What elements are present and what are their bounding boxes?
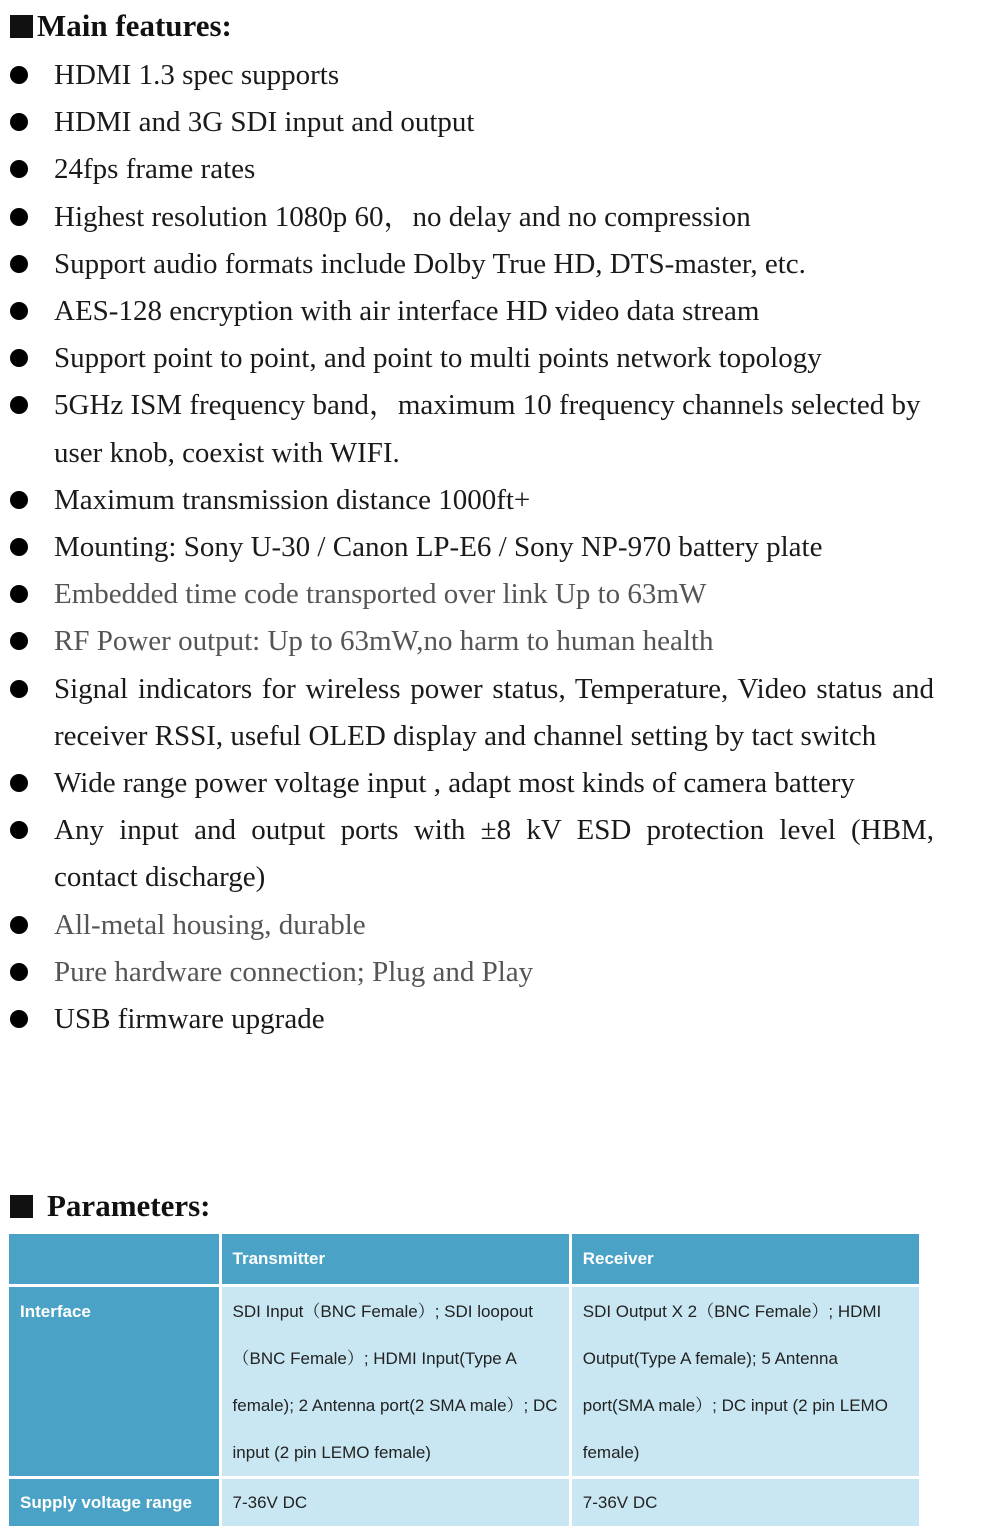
parameters-heading	[10, 1188, 211, 1224]
row-label-interface: Interface	[8, 1286, 221, 1478]
feature-text: Any input and output ports with ±8 kV ESD protection level (HBM, contact discharge)	[54, 814, 934, 894]
square-bullet-icon	[10, 1195, 33, 1218]
feature-item	[0, 52, 934, 99]
bullet-dot-icon	[10, 963, 28, 981]
feature-text: AES-128 encryption with air interface HD video data stream	[54, 295, 760, 328]
feature-item	[0, 146, 934, 193]
bullet-dot-icon	[10, 66, 28, 84]
bullet-dot-icon	[10, 632, 28, 650]
bullet-dot-icon	[10, 680, 28, 698]
feature-item	[0, 996, 934, 1043]
receiver-supply-cell: 7-36V DC	[570, 1478, 920, 1528]
feature-item	[0, 99, 934, 146]
feature-item	[0, 618, 934, 665]
header-cell-empty	[8, 1233, 221, 1286]
feature-item	[0, 666, 934, 760]
parameters-table	[6, 1231, 922, 1529]
bullet-dot-icon	[10, 160, 28, 178]
feature-text: Pure hardware connection; Plug and Play	[54, 955, 534, 988]
header-cell-receiver: Receiver	[570, 1233, 920, 1286]
feature-text: Highest resolution 1080p 60，no delay and no compression	[54, 200, 751, 233]
transmitter-supply-cell: 7-36V DC	[220, 1478, 570, 1528]
bullet-dot-icon	[10, 821, 28, 839]
table-row	[8, 1286, 921, 1478]
parameters-title: Parameters:	[47, 1188, 211, 1223]
feature-item	[0, 382, 934, 476]
feature-text: Signal indicators for wireless power status, Temperature, Video status and receiver RSSI, useful OLED display and channel setting by tact switch	[54, 672, 934, 752]
main-features-heading	[10, 8, 232, 44]
feature-item	[0, 902, 934, 949]
feature-text: All-metal housing, durable	[54, 908, 366, 941]
header-cell-transmitter: Transmitter	[220, 1233, 570, 1286]
bullet-dot-icon	[10, 255, 28, 273]
feature-item	[0, 524, 934, 571]
feature-text: Wide range power voltage input , adapt most kinds of camera battery	[54, 767, 855, 800]
bullet-dot-icon	[10, 916, 28, 934]
feature-list	[0, 52, 1000, 1043]
bullet-dot-icon	[10, 208, 28, 226]
feature-text: Maximum transmission distance 1000ft+	[54, 483, 531, 516]
feature-item	[0, 194, 934, 241]
feature-item	[0, 335, 934, 382]
feature-item	[0, 288, 934, 335]
main-features-title: Main features:	[37, 8, 232, 43]
feature-item	[0, 807, 934, 901]
feature-text: Embedded time code transported over link Up to 63mW	[54, 578, 707, 611]
table-row	[8, 1478, 921, 1528]
bullet-dot-icon	[10, 585, 28, 603]
feature-text: USB firmware upgrade	[54, 1003, 325, 1036]
bullet-dot-icon	[10, 1010, 28, 1028]
bullet-dot-icon	[10, 774, 28, 792]
transmitter-interface-cell: SDI Input（BNC Female）; SDI loopout（BNC Female）; HDMI Input(Type A female); 2 Antenna port(2 SMA male）; DC input (2 pin LEMO female)	[220, 1286, 570, 1478]
feature-item	[0, 477, 934, 524]
bullet-dot-icon	[10, 538, 28, 556]
bullet-dot-icon	[10, 491, 28, 509]
feature-item	[0, 241, 934, 288]
feature-text: 5GHz ISM frequency band，maximum 10 frequency channels selected by user knob, coexist with WIFI.	[54, 389, 921, 469]
feature-text: RF Power output: Up to 63mW,no harm to human health	[54, 625, 714, 658]
feature-item	[0, 760, 934, 807]
feature-text: HDMI and 3G SDI input and output	[54, 106, 475, 139]
row-label-supply-voltage: Supply voltage range	[8, 1478, 221, 1528]
feature-item	[0, 571, 934, 618]
bullet-dot-icon	[10, 302, 28, 320]
feature-text: Mounting: Sony U-30 / Canon LP-E6 / Sony NP-970 battery plate	[54, 531, 823, 564]
feature-text: 24fps frame rates	[54, 153, 256, 186]
table-header-row	[8, 1233, 921, 1286]
square-bullet-icon	[10, 15, 33, 38]
feature-text: Support audio formats include Dolby True HD, DTS-master, etc.	[54, 247, 806, 280]
feature-text: Support point to point, and point to multi points network topology	[54, 342, 822, 375]
bullet-dot-icon	[10, 113, 28, 131]
feature-text: HDMI 1.3 spec supports	[54, 59, 340, 91]
bullet-dot-icon	[10, 349, 28, 367]
bullet-dot-icon	[10, 396, 28, 414]
feature-item	[0, 949, 934, 996]
receiver-interface-cell: SDI Output X 2（BNC Female）; HDMI Output(Type A female); 5 Antenna port(SMA male）; DC input (2 pin LEMO female)	[570, 1286, 920, 1478]
